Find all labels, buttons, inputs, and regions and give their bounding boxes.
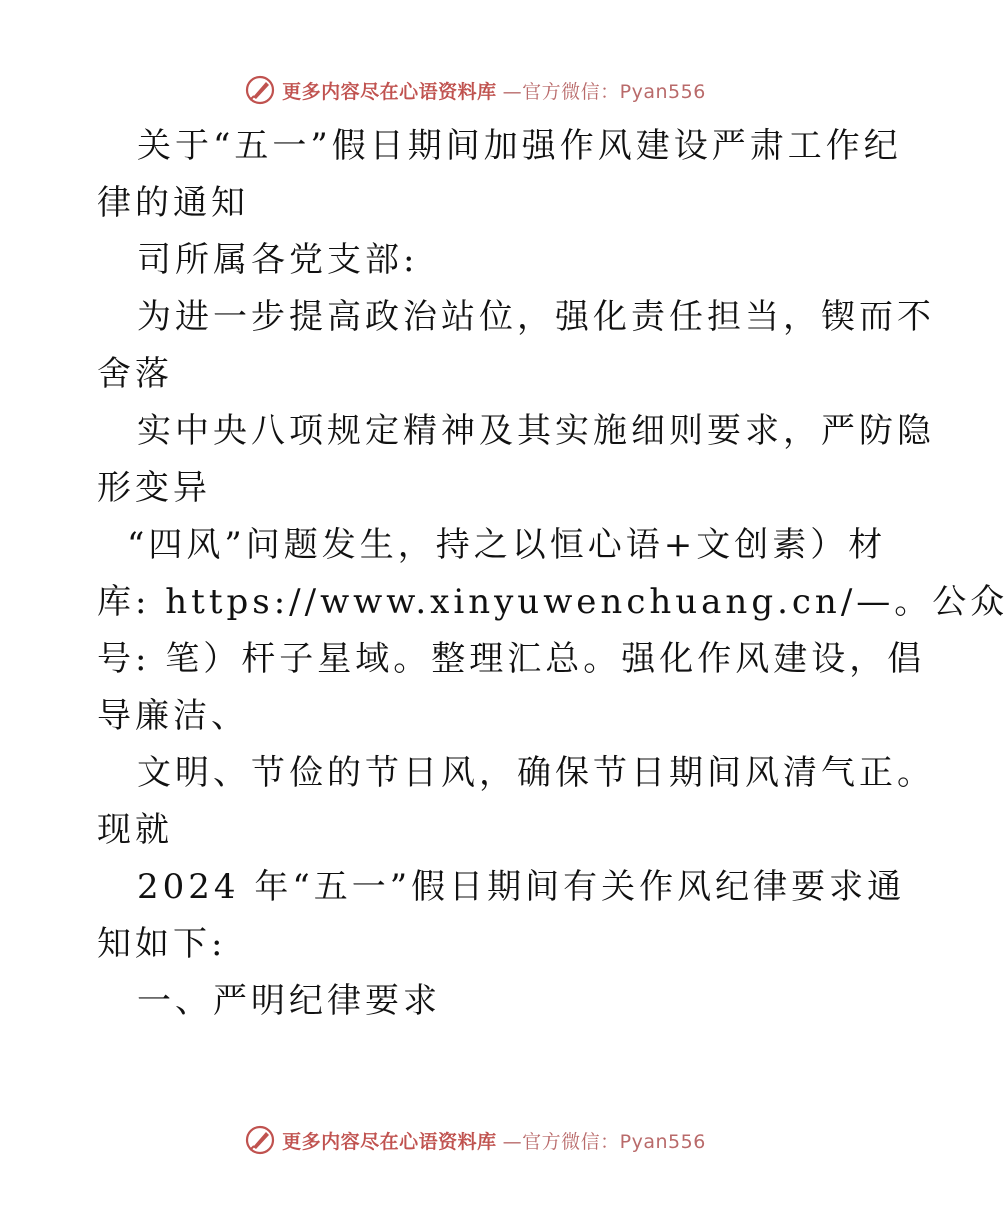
quill-circle-icon [244, 1124, 276, 1156]
paragraph-line: 现就 [97, 810, 173, 850]
paragraph-line: 文明、节俭的节日风，确保节日期间风清气正。 [137, 753, 935, 793]
paragraph-line: 为进一步提高政治站位，强化责任担当，锲而不 [137, 297, 935, 337]
header-watermark [0, 70, 950, 110]
document-body [97, 118, 1008, 1030]
paragraph-line: 号: 笔）杆子星域。整理汇总。强化作风建设，倡 [97, 639, 926, 679]
paragraph-line: 知如下: [97, 924, 227, 964]
paragraph-line: 实中央八项规定精神及其实施细则要求，严防隐 [137, 411, 935, 451]
footer-watermark [0, 1120, 950, 1160]
watermark-main-text: 更多内容尽在心语资料库 [282, 80, 497, 103]
section-heading: 一、严明纪律要求 [137, 981, 441, 1021]
paragraph-line: 形变异 [97, 468, 211, 508]
watermark-sub-text: —官方微信：Pyan556 [502, 1130, 706, 1153]
paragraph-line: 导廉洁、 [97, 696, 249, 736]
paragraph-line: “四风”问题发生，持之以恒心语+文创素）材 [127, 525, 887, 565]
paragraph-line: 2024 年“五一”假日期间有关作风纪律要求通 [137, 867, 906, 907]
quill-circle-icon [244, 74, 276, 106]
document-title-line-2: 律的通知 [97, 183, 249, 223]
document-title-line-1: 关于“五一”假日期间加强作风建设严肃工作纪 [137, 126, 902, 166]
watermark-main-text: 更多内容尽在心语资料库 [282, 1130, 497, 1153]
salutation: 司所属各党支部: [137, 240, 419, 280]
paragraph-line: 舍落 [97, 354, 173, 394]
watermark-sub-text: —官方微信：Pyan556 [502, 80, 706, 103]
paragraph-line: 库: https://www.xinyuwenchuang.cn/—。公众 [97, 582, 1008, 622]
